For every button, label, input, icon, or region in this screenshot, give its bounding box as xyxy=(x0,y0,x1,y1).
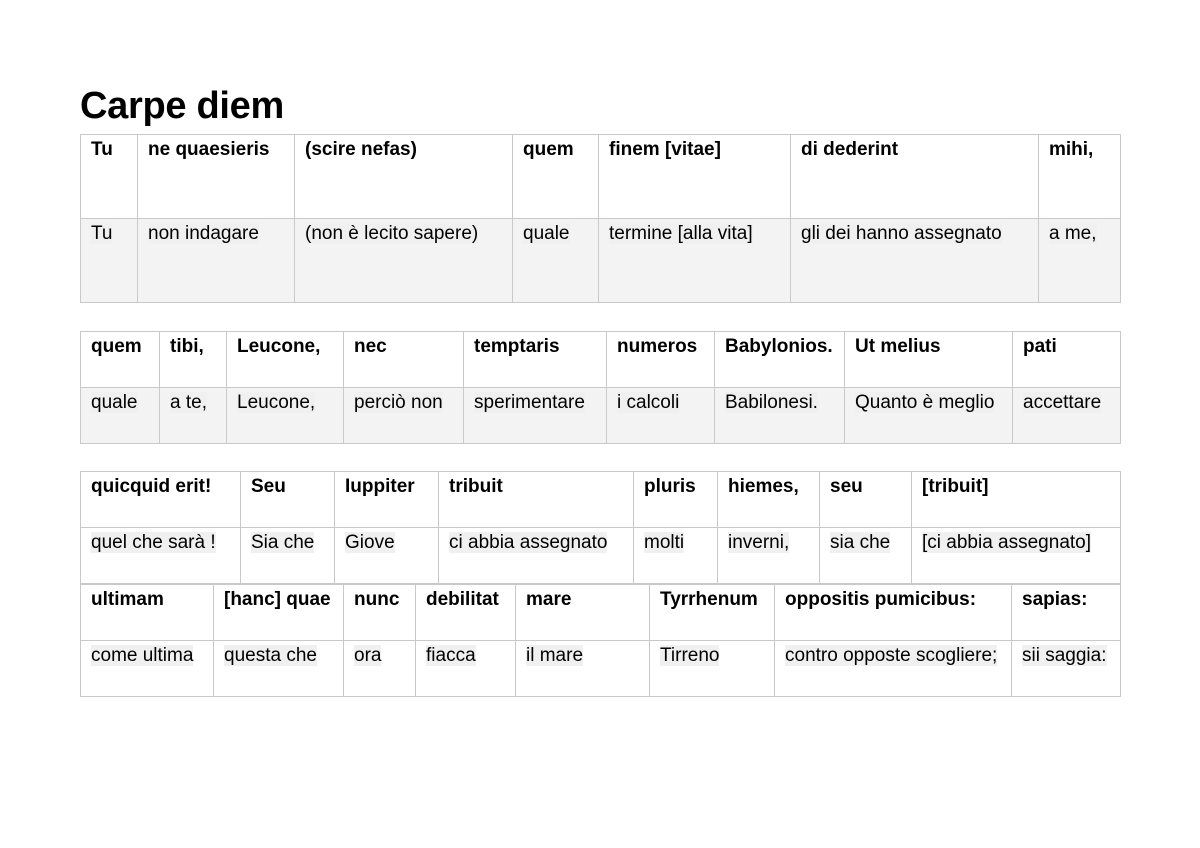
italian-cell: sperimentare xyxy=(464,388,607,444)
italian-cell: quel che sarà ! xyxy=(81,528,241,584)
italian-cell: non indagare xyxy=(138,219,295,303)
italian-cell: accettare xyxy=(1013,388,1121,444)
gloss-table-4 xyxy=(80,584,1121,697)
italian-row xyxy=(81,641,1121,697)
italian-cell: Tu xyxy=(81,219,138,303)
latin-cell: tibi, xyxy=(160,332,227,388)
italian-row xyxy=(81,388,1121,444)
italian-cell: sii saggia: xyxy=(1012,641,1121,697)
italian-cell: i calcoli xyxy=(607,388,715,444)
latin-row xyxy=(81,472,1121,528)
italian-cell: ora xyxy=(344,641,416,697)
latin-cell: numeros xyxy=(607,332,715,388)
italian-cell: molti xyxy=(634,528,718,584)
latin-cell: sapias: xyxy=(1012,585,1121,641)
italian-cell: questa che xyxy=(214,641,344,697)
latin-cell: mare xyxy=(516,585,650,641)
italian-cell: (non è lecito sapere) xyxy=(295,219,513,303)
italian-cell: Sia che xyxy=(241,528,335,584)
latin-cell: nec xyxy=(344,332,464,388)
italian-cell: quale xyxy=(81,388,160,444)
italian-cell: Quanto è meglio xyxy=(845,388,1013,444)
latin-cell: debilitat xyxy=(416,585,516,641)
italian-cell: Leucone, xyxy=(227,388,344,444)
latin-cell: Iuppiter xyxy=(335,472,439,528)
latin-row xyxy=(81,585,1121,641)
latin-cell: ultimam xyxy=(81,585,214,641)
italian-cell: sia che xyxy=(820,528,912,584)
italian-cell: termine [alla vita] xyxy=(599,219,791,303)
latin-cell: di dederint xyxy=(791,135,1039,219)
latin-cell: ne quaesieris xyxy=(138,135,295,219)
italian-cell: fiacca xyxy=(416,641,516,697)
italian-cell: quale xyxy=(513,219,599,303)
latin-cell: finem [vitae] xyxy=(599,135,791,219)
italian-cell: il mare xyxy=(516,641,650,697)
latin-cell: pluris xyxy=(634,472,718,528)
latin-cell: Babylonios. xyxy=(715,332,845,388)
latin-cell: hiemes, xyxy=(718,472,820,528)
italian-row xyxy=(81,528,1121,584)
latin-cell: seu xyxy=(820,472,912,528)
latin-cell: pati xyxy=(1013,332,1121,388)
gloss-table-3 xyxy=(80,471,1121,584)
italian-row xyxy=(81,219,1121,303)
latin-cell: [hanc] quae xyxy=(214,585,344,641)
latin-cell: temptaris xyxy=(464,332,607,388)
latin-cell: [tribuit] xyxy=(912,472,1121,528)
latin-cell: quem xyxy=(513,135,599,219)
italian-cell: perciò non xyxy=(344,388,464,444)
latin-cell: quicquid erit! xyxy=(81,472,241,528)
latin-cell: Seu xyxy=(241,472,335,528)
latin-cell: Ut melius xyxy=(845,332,1013,388)
latin-cell: (scire nefas) xyxy=(295,135,513,219)
latin-cell: mihi, xyxy=(1039,135,1121,219)
latin-cell: tribuit xyxy=(439,472,634,528)
latin-cell: Tu xyxy=(81,135,138,219)
latin-cell: Tyrrhenum xyxy=(650,585,775,641)
latin-cell: oppositis pumicibus: xyxy=(775,585,1012,641)
gloss-table-1 xyxy=(80,134,1121,303)
latin-cell: quem xyxy=(81,332,160,388)
italian-cell: [ci abbia assegnato] xyxy=(912,528,1121,584)
italian-cell: inverni, xyxy=(718,528,820,584)
italian-cell: a te, xyxy=(160,388,227,444)
italian-cell: Giove xyxy=(335,528,439,584)
italian-cell: gli dei hanno assegnato xyxy=(791,219,1039,303)
italian-cell: Babilonesi. xyxy=(715,388,845,444)
italian-cell: ci abbia assegnato xyxy=(439,528,634,584)
latin-cell: nunc xyxy=(344,585,416,641)
italian-cell: come ultima xyxy=(81,641,214,697)
gloss-table-2 xyxy=(80,331,1121,444)
latin-row xyxy=(81,332,1121,388)
italian-cell: contro opposte scogliere; xyxy=(775,641,1012,697)
italian-cell: Tirreno xyxy=(650,641,775,697)
page-title: Carpe diem xyxy=(80,85,284,127)
latin-row xyxy=(81,135,1121,219)
latin-cell: Leucone, xyxy=(227,332,344,388)
italian-cell: a me, xyxy=(1039,219,1121,303)
